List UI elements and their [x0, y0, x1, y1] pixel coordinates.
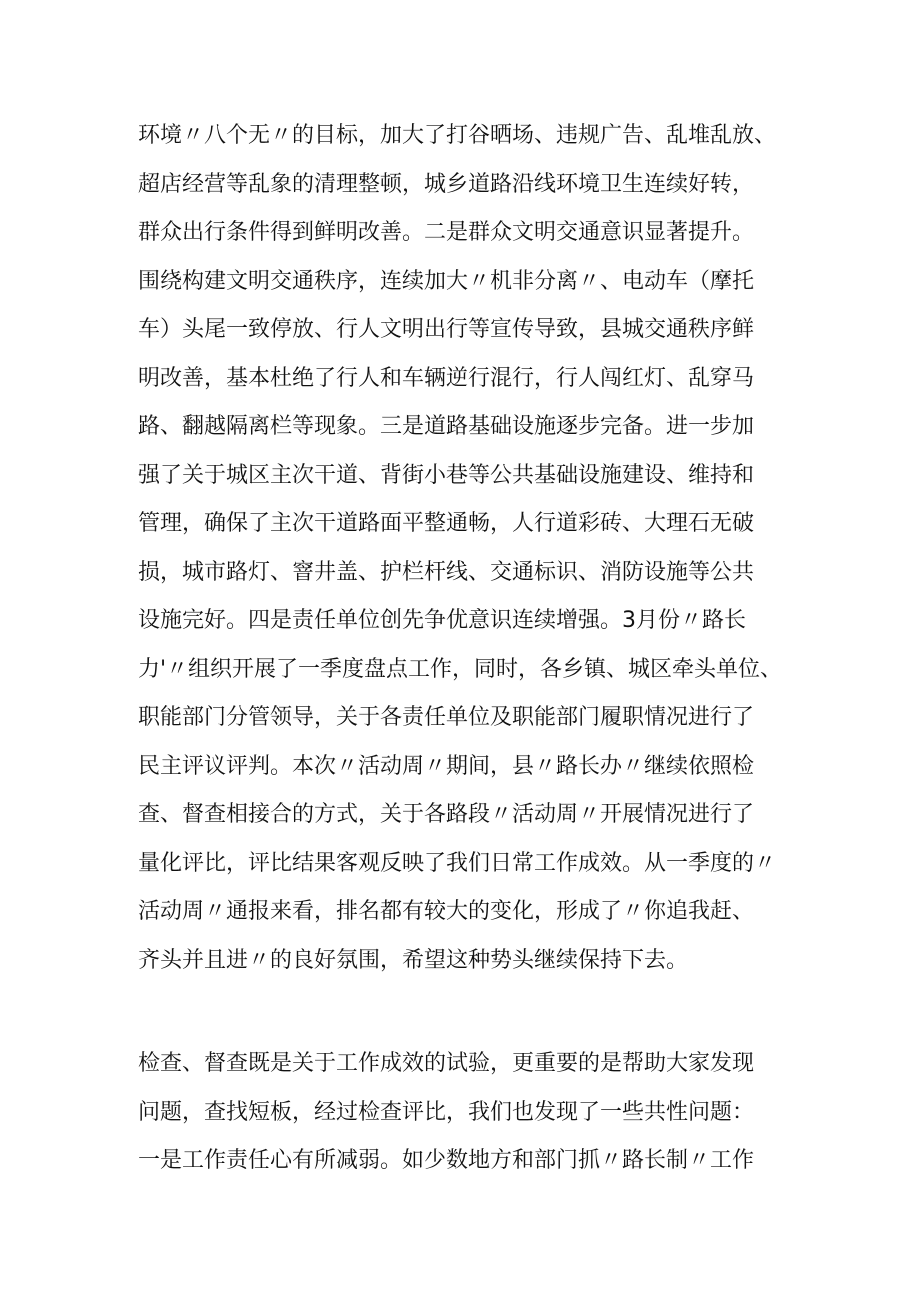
- paragraph-1: [138, 112, 798, 985]
- text-line: 路、翻越隔离栏等现象。三是道路基础设施逐步完备。进一步加: [138, 414, 755, 439]
- text-line: 车）头尾一致停放、行人文明出行等宣传导致，县城交通秩序鲜: [138, 317, 755, 342]
- text-line: 职能部门分管领导，关于各责任单位及职能部门履职情况进行了: [138, 705, 755, 730]
- text-line: 设施完好。四是责任单位创先争优意识连续增强。3月份〃路长: [138, 608, 746, 633]
- text-line: 强了关于城区主次干道、背街小巷等公共基础设施建设、维持和: [138, 462, 755, 488]
- text-line: 检查、督查既是关于工作成效的试验，更重要的是帮助大家发现: [138, 1051, 755, 1076]
- text-line: 齐头并且进〃的良好氛围，希望这种势头继续保持下去。: [138, 947, 689, 973]
- text-line: 群众出行条件得到鲜明改善。二是群众文明交通意识显著提升。: [138, 220, 755, 245]
- text-line: 管理，确保了主次干道路面平整通畅，人行道彩砖、大理石无破: [138, 511, 755, 536]
- text-line: 环境〃八个无〃的目标，加大了打谷晒场、违规广告、乱堆乱放、: [138, 123, 777, 148]
- text-line: 损，城市路灯、窨井盖、护栏杆线、交通标识、消防设施等公共: [138, 559, 755, 585]
- text-line: 围绕构建文明交通秩序，连续加大〃机非分离〃、电动车（摩托: [138, 268, 755, 294]
- text-line: 超店经营等乱象的清理整顿，城乡道路沿线环境卫生连续好转，: [138, 171, 755, 197]
- text-line: 力'〃组织开展了一季度盘点工作，同时，各乡镇、城区牵头单位、: [138, 656, 783, 682]
- text-line: 量化评比，评比结果客观反映了我们日常工作成效。从一季度的〃: [138, 850, 777, 876]
- text-line: 一是工作责任心有所减弱。如少数地方和部门抓〃路长制〃工作: [138, 1148, 755, 1173]
- text-line: 问题，查找短板，经过检查评比，我们也发现了一些共性问题：: [138, 1099, 755, 1125]
- text-line: 民主评议评判。本次〃活动周〃期间，县〃路长办〃继续依照检: [138, 753, 755, 779]
- text-line: 明改善，基本杜绝了行人和车辆逆行混行，行人闯红灯、乱穿马: [138, 365, 755, 391]
- paragraph-2: [138, 1040, 798, 1186]
- text-line: 活动周〃通报来看，排名都有较大的变化，形成了〃你追我赶、: [138, 899, 755, 924]
- text-line: 查、督查相接合的方式，关于各路段〃活动周〃开展情况进行了: [138, 802, 755, 827]
